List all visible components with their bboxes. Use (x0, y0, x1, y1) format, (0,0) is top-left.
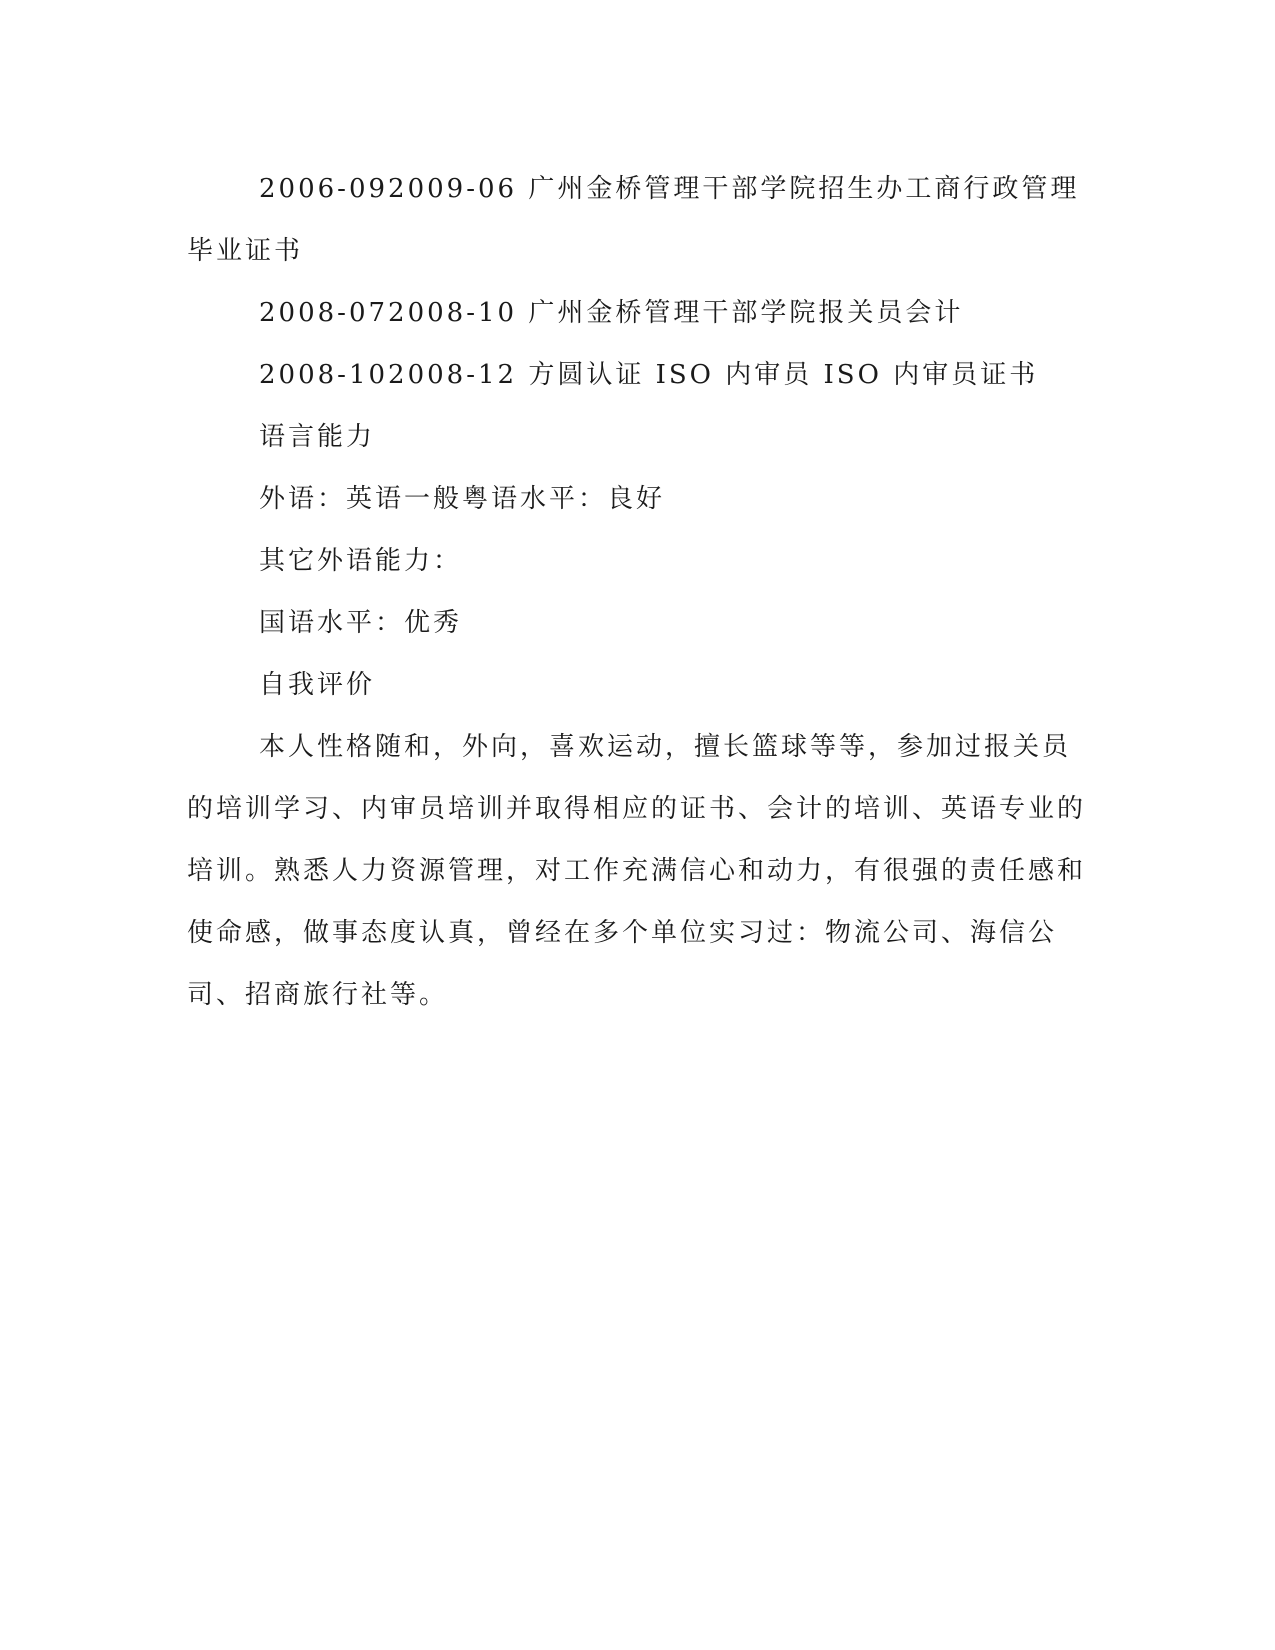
certificate-entry-iso-auditor: 2008-102008-12 方圆认证 ISO 内审员 ISO 内审员证书 (259, 360, 1039, 390)
certificate-entry-customs-accounting: 2008-072008-10 广州金桥管理干部学院报关员会计 (259, 298, 964, 328)
section-heading-language-ability: 语言能力 (259, 422, 376, 452)
mandarin-level-line: 国语水平：优秀 (259, 608, 463, 638)
section-heading-self-evaluation: 自我评价 (259, 670, 376, 700)
document-body (187, 158, 1087, 1026)
other-language-line: 其它外语能力： (259, 546, 463, 576)
certificate-entry-business-admin: 2006-092009-06 广州金桥管理干部学院招生办工商行政管理毕业证书 (187, 174, 1080, 266)
self-evaluation-paragraph: 本人性格随和，外向，喜欢运动，擅长篮球等等，参加过报关员的培训学习、内审员培训并取得相应的证书、会计的培训、英语专业的培训。熟悉人力资源管理，对工作充满信心和动力，有很强的责任感和使命感，做事态度认真，曾经在多个单位实习过：物流公司、海信公司、招商旅行社等。 (187, 732, 1087, 1010)
foreign-language-line: 外语：英语一般粤语水平：良好 (259, 484, 666, 514)
